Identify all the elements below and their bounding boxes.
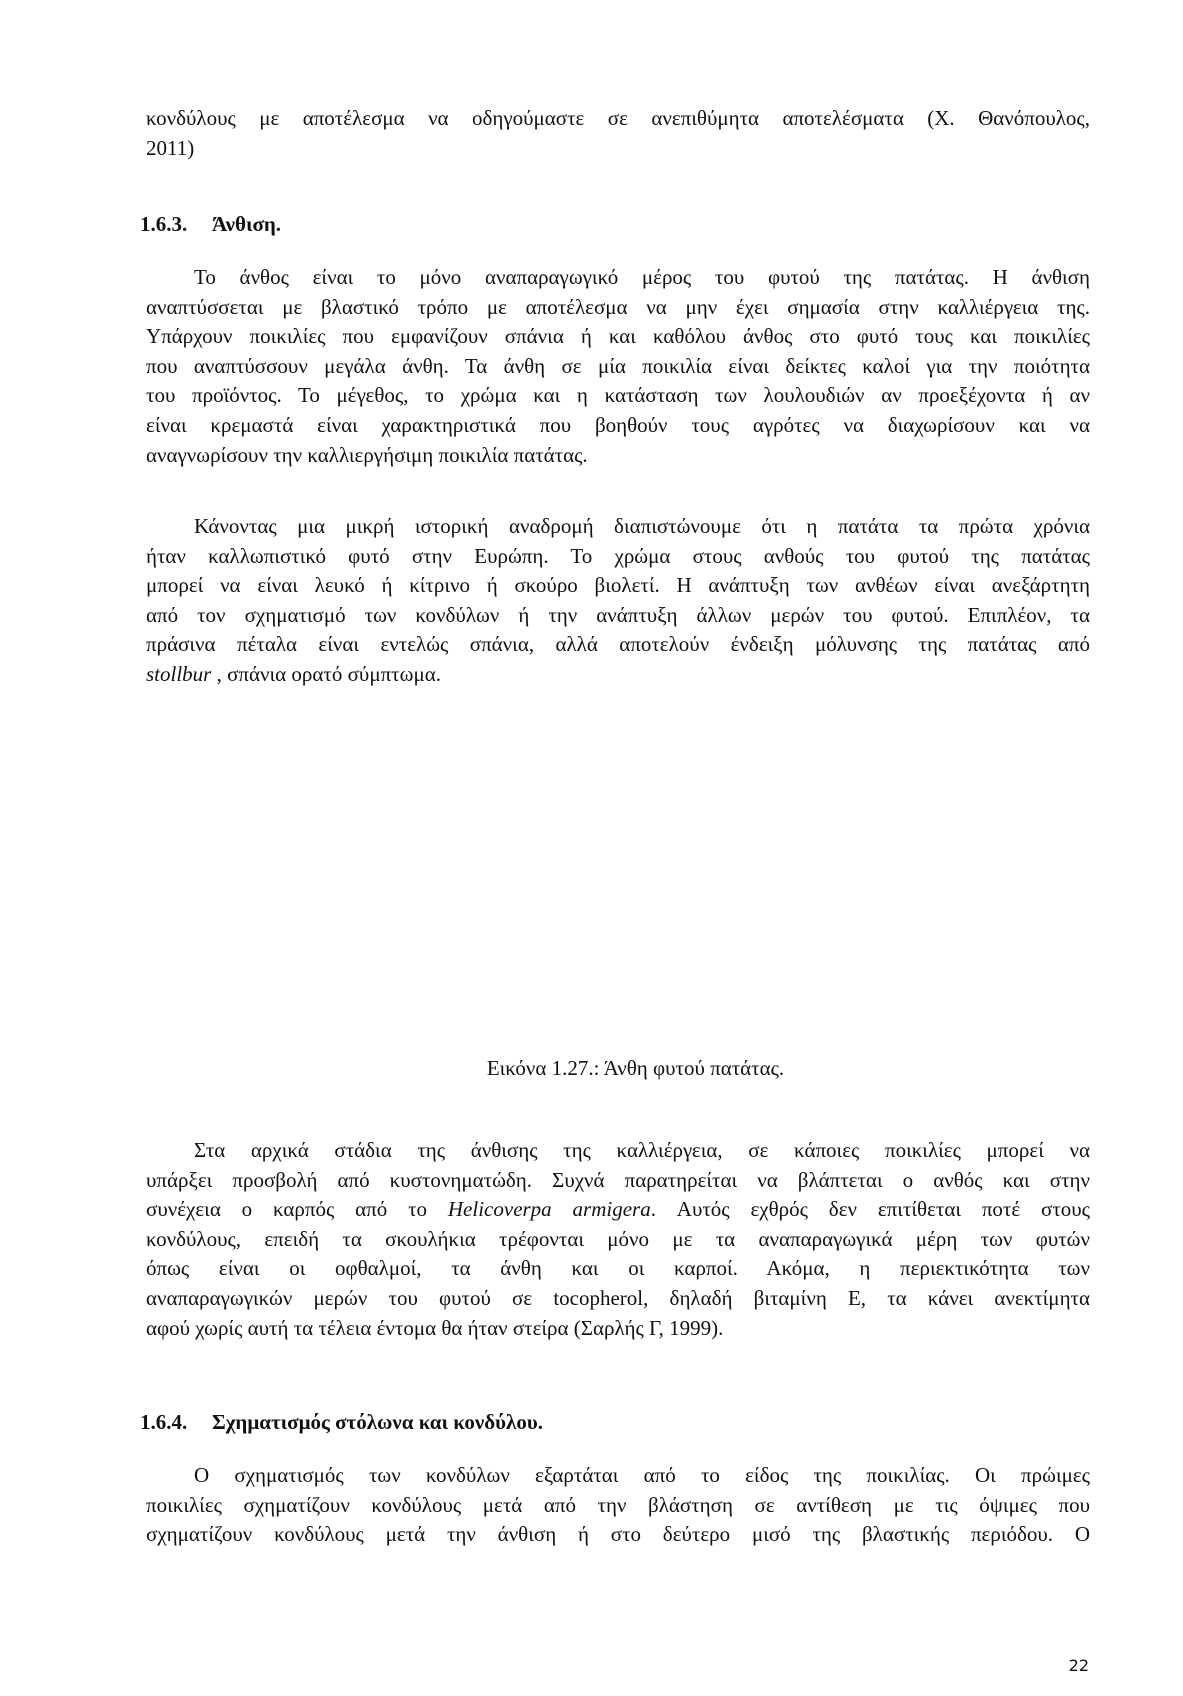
page-number: 22 — [1068, 1656, 1089, 1675]
text-line: που αναπτύσσουν μεγάλα άνθη. Τα άνθη σε μία ποικιλία είναι δείκτες καλοί για την ποιότητα — [146, 353, 1090, 378]
paragraph-tubers — [146, 1461, 1090, 1550]
text-line: σχηματίζουν κονδύλους μετά την άνθιση ή στο δεύτερο μισό της βλαστικής περιόδου. Ο — [146, 1522, 1090, 1547]
text-line: ήταν καλλωπιστικό φυτό στην Ευρώπη. Το χρώμα στους ανθούς του φυτού της πατάτας — [146, 543, 1090, 568]
text-line: είναι κρεμαστά είναι χαρακτηριστικά που βοηθούν τους αγρότες να διαχωρίσουν και να — [146, 412, 1090, 437]
section-heading-1-6-3 — [140, 212, 281, 237]
text-line: Στα αρχικά στάδια της άνθισης της καλλιέργεια, σε κάποιες ποικιλίες μπορεί να — [194, 1138, 1090, 1162]
paragraph-flowering — [146, 263, 1090, 470]
text-line: υπάρξει προσβολή από κυστονηματώδη. Συχνά παρατηρείται να βλάπτεται ο ανθός και στην — [146, 1167, 1090, 1192]
text-fragment: συνέχεια ο καρπός από το — [146, 1197, 448, 1222]
text-line: κονδύλους με αποτέλεσμα να οδηγούμαστε σε ανεπιθύμητα αποτελέσματα (Χ. Θανόπουλος, — [146, 106, 1090, 130]
paragraph-history — [146, 512, 1090, 690]
text-line: από τον σχηματισμό των κονδύλων ή την ανάπτυξη άλλων μερών του φυτού. Επιπλέον, τα — [146, 602, 1090, 627]
text-line: αναπτύσσεται με βλαστικό τρόπο με αποτέλεσμα να μην έχει σημασία στην καλλιέργεια της. — [146, 294, 1090, 319]
text-line: ποικιλίες σχηματίζουν κονδύλους μετά από την βλάστηση σε αντίθεση με τις όψιμες που — [146, 1492, 1090, 1517]
italic-term: Helicoverpa armigera — [447, 1197, 651, 1222]
text-line: κονδύλους, επειδή τα σκουλήκια τρέφονται μόνο με τα αναπαραγωγικά μέρη των φυτών — [146, 1226, 1090, 1251]
text-fragment: . Αυτός εχθρός δεν επιτίθεται ποτέ στους — [650, 1197, 1090, 1222]
section-number: 1.6.4. — [140, 1410, 188, 1434]
section-title: Άνθιση. — [212, 212, 282, 236]
text-line — [146, 1195, 1090, 1225]
text-line: πράσινα πέταλα είναι εντελώς σπάνια, αλλά αποτελούν ένδειξη μόλυνσης της πατάτας από — [146, 632, 1090, 657]
text-line — [146, 660, 1090, 690]
paragraph-pests — [146, 1136, 1090, 1343]
paragraph-top — [146, 104, 1090, 163]
text-line: μπορεί να είναι λευκό ή κίτρινο ή σκούρο βιολετί. Η ανάπτυξη των ανθέων είναι ανεξάρτητη — [146, 573, 1090, 598]
figure-caption: Εικόνα 1.27.: Άνθη φυτού πατάτας. — [486, 1056, 785, 1080]
text-line: 2011) — [146, 135, 195, 160]
italic-term: stollbur — [146, 661, 212, 686]
text-line: Το άνθος είναι το μόνο αναπαραγωγικό μέρος του φυτού της πατάτας. Η άνθιση — [194, 265, 1090, 289]
text-line: Υπάρχουν ποικιλίες που εμφανίζουν σπάνια ή και καθόλου άνθος στο φυτό τους και ποικιλίες — [146, 324, 1090, 349]
text-line: αφού χωρίς αυτή τα τέλεια έντομα θα ήταν στείρα (Σαρλής Γ, 1999). — [146, 1315, 724, 1340]
section-title: Σχηματισμός στόλωνα και κονδύλου. — [212, 1410, 543, 1434]
text-line: του προϊόντος. Το μέγεθος, το χρώμα και η κατάσταση των λουλουδιών αν προεξέχοντα ή αν — [146, 383, 1090, 408]
text-fragment: , σπάνια ορατό σύμπτωμα. — [211, 661, 441, 686]
text-line: Ο σχηματισμός των κονδύλων εξαρτάται από το είδος της ποικιλίας. Οι πρώιμες — [194, 1463, 1090, 1487]
text-line: Κάνοντας μια μικρή ιστορική αναδρομή διαπιστώνουμε ότι η πατάτα τα πρώτα χρόνια — [194, 514, 1090, 538]
text-line: αναγνωρίσουν την καλλιεργήσιμη ποικιλία πατάτας. — [146, 442, 588, 467]
text-line: όπως είναι οι οφθαλμοί, τα άνθη και οι καρποί. Ακόμα, η περιεκτικότητα των — [146, 1256, 1090, 1281]
text-line: αναπαραγωγικών μερών του φυτού σε tocopherol, δηλαδή βιταμίνη Ε, τα κάνει ανεκτίμητα — [146, 1285, 1090, 1310]
section-heading-1-6-4 — [140, 1410, 543, 1435]
section-number: 1.6.3. — [140, 212, 188, 236]
